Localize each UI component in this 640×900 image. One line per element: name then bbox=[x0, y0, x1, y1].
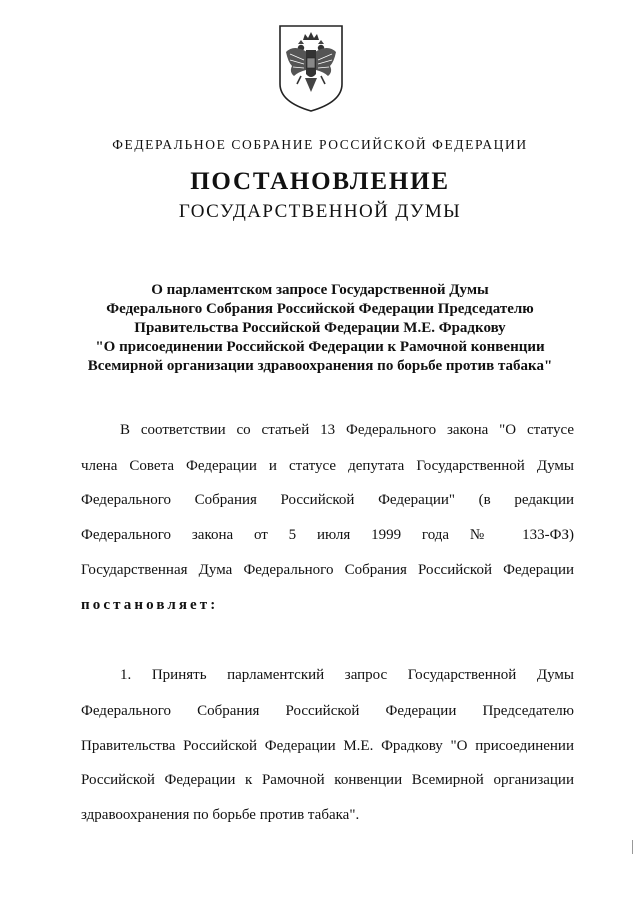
document-subtitle: ГОСУДАРСТВЕННОЙ ДУМЫ bbox=[178, 201, 462, 222]
preamble-line: В соответствии со статьей 13 Федерального закона "О статусе bbox=[120, 422, 574, 438]
item1-line: 1. Принять парламентский запрос Государственной Думы bbox=[120, 667, 574, 683]
decree-word: постановляет: bbox=[81, 597, 219, 613]
item1-line: здравоохранения по борьбе против табака". bbox=[81, 807, 360, 823]
preamble-line: Федерального закона от 5 июля 1999 года № 133-ФЗ) bbox=[81, 527, 574, 543]
resolution-heading bbox=[60, 281, 580, 376]
document-title: ПОСТАНОВЛЕНИЕ bbox=[190, 168, 450, 195]
parliament-name: ФЕДЕРАЛЬНОЕ СОБРАНИЕ РОССИЙСКОЙ ФЕДЕРАЦИИ bbox=[112, 137, 528, 152]
coat-of-arms-emblem bbox=[276, 22, 346, 114]
item1-line: Правительства Российской Федерации М.Е. Фрадкову "О присоединении bbox=[81, 738, 574, 754]
heading-line: Всемирной организации здравоохранения по борьбе против табака" bbox=[87, 358, 553, 374]
heading-line: Федерального Собрания Российской Федерации Председателю bbox=[106, 301, 534, 317]
item1-line: Федерального Собрания Российской Федерации Председателю bbox=[81, 703, 574, 719]
page-edge-mark bbox=[632, 840, 633, 854]
preamble-line: члена Совета Федерации и статусе депутата Государственной Думы bbox=[81, 458, 574, 474]
heading-line: "О присоединении Российской Федерации к Рамочной конвенции bbox=[95, 339, 545, 355]
heading-line: О парламентском запросе Государственной Думы bbox=[151, 282, 489, 298]
preamble-line: Федерального Собрания Российской Федерации" (в редакции bbox=[81, 492, 574, 508]
preamble-line: Государственная Дума Федерального Собрания Российской Федерации bbox=[81, 562, 574, 578]
item1-line: Российской Федерации к Рамочной конвенции Всемирной организации bbox=[81, 772, 574, 788]
heading-line: Правительства Российской Федерации М.Е. Фрадкову bbox=[134, 320, 506, 336]
